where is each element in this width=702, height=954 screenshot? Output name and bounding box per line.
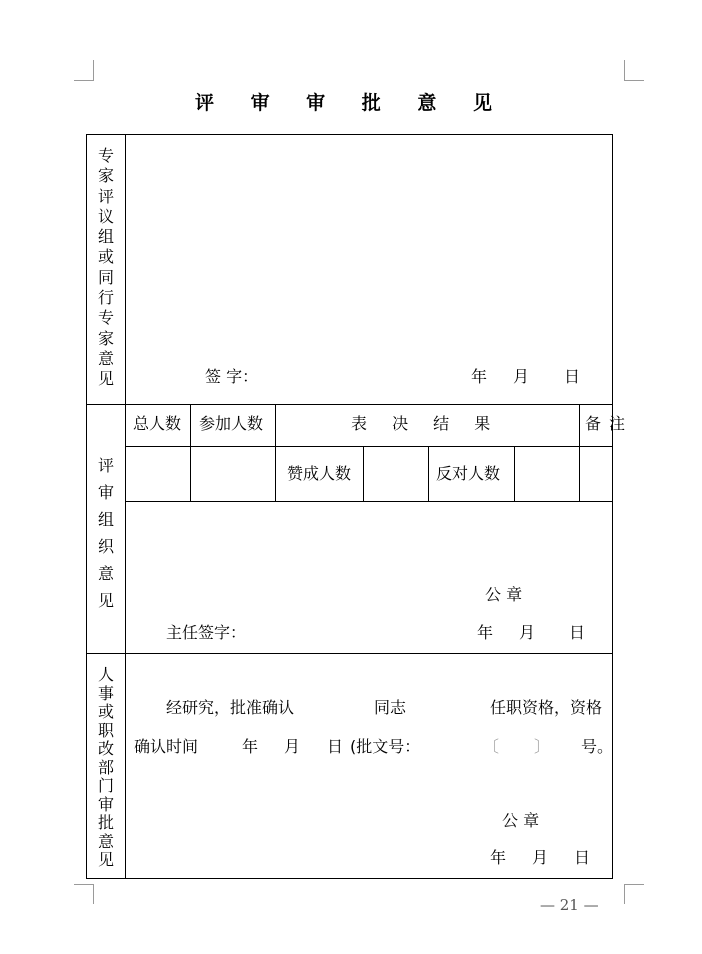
- page-title: 评 审 审 批 意 见: [194, 92, 508, 114]
- table-border-top: [86, 134, 613, 135]
- director-sign-month: 月: [519, 623, 536, 642]
- crop-mark-tr-v: [624, 60, 625, 81]
- vote-col-result: 表 决 结 果: [351, 414, 501, 433]
- expert-sign-year: 年: [471, 367, 488, 386]
- hr-line2-day: 日: [327, 737, 344, 756]
- hr-line2-month: 月: [284, 737, 301, 756]
- crop-mark-br-h: [624, 884, 644, 885]
- hr-line2-confirm-time: 确认时间: [134, 737, 199, 756]
- expert-sign-day: 日: [564, 367, 581, 386]
- hr-date-year: 年: [490, 848, 507, 867]
- section-divider-2: [86, 653, 613, 654]
- review-org-header: 评审组织意见: [97, 456, 114, 610]
- hr-line2-paren-open: 〔: [483, 737, 500, 756]
- hr-line2-year: 年: [242, 737, 259, 756]
- table-border-right: [612, 134, 613, 879]
- hr-date-day: 日: [574, 848, 591, 867]
- vote-row-divider-2: [125, 501, 613, 502]
- crop-mark-tr-h: [624, 80, 644, 81]
- header-column-divider: [125, 134, 126, 879]
- crop-mark-br-v: [624, 884, 625, 904]
- vote-col-attend: 参加人数: [199, 414, 264, 433]
- crop-mark-tl-h: [74, 80, 94, 81]
- vote-col-divider-2: [275, 404, 276, 502]
- hr-line2-paren-close: 〕: [534, 737, 551, 756]
- table-border-left: [86, 134, 87, 879]
- section-divider-1: [86, 404, 613, 405]
- hr-line1-comrade: 同志: [374, 698, 407, 717]
- page-number: — 21 —: [540, 896, 599, 914]
- hr-line1-qualification: 任职资格，资格: [490, 698, 603, 717]
- vote-col-divider-6: [514, 446, 515, 502]
- crop-mark-tl-v: [93, 60, 94, 81]
- hr-line2-doc-number-label: (批文号：: [350, 737, 421, 756]
- vote-col-divider-1: [190, 404, 191, 502]
- crop-mark-bl-v: [93, 884, 94, 904]
- vote-row-divider-1: [125, 446, 613, 447]
- director-sign-day: 日: [569, 623, 586, 642]
- crop-mark-bl-h: [74, 884, 94, 885]
- expert-review-header: 专家评议组或同行专家意见: [97, 146, 114, 389]
- vote-col-divider-4: [363, 446, 364, 502]
- hr-line1-approve: 经研究，批准确认: [166, 698, 295, 717]
- director-sign-year: 年: [477, 623, 494, 642]
- hr-seal: 公 章: [502, 811, 540, 830]
- vote-col-oppose: 反对人数: [436, 464, 501, 483]
- expert-sign-label: 签 字：: [205, 367, 259, 386]
- hr-approval-header: 人事或职改部门审批意见: [97, 665, 114, 869]
- director-sign-label: 主任签字：: [166, 623, 247, 642]
- hr-date-month: 月: [532, 848, 549, 867]
- expert-sign-month: 月: [513, 367, 530, 386]
- hr-line2-number-suffix: 号。: [581, 737, 614, 756]
- vote-col-note: 备注: [585, 414, 634, 433]
- vote-col-total: 总人数: [133, 414, 182, 433]
- table-border-bottom: [86, 878, 613, 879]
- vote-col-approve: 赞成人数: [287, 464, 352, 483]
- vote-col-note-clip: [580, 404, 634, 446]
- vote-col-divider-5: [428, 446, 429, 502]
- review-org-seal: 公 章: [485, 585, 523, 604]
